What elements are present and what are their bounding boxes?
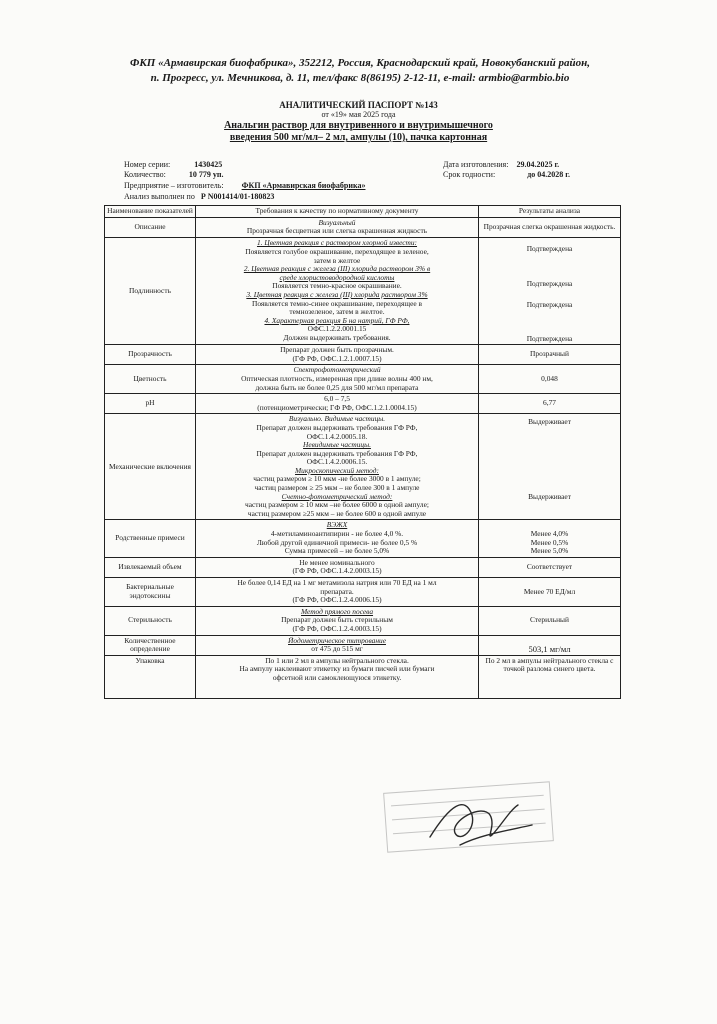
requirement-line: ОФС.1.4.2.0005.18. — [306, 431, 368, 441]
requirement-line: Метод прямого посева — [300, 606, 374, 616]
table-row-ph — [105, 394, 621, 414]
table-row-endotoxins — [105, 578, 621, 607]
table-row-transparency — [105, 345, 621, 365]
header-results: Результаты анализа — [479, 206, 621, 218]
result-line: Выдерживает — [528, 491, 571, 501]
manufacture-date-row — [443, 160, 559, 170]
requirement-line: Невидимые частицы. — [303, 440, 371, 450]
quantity-value: 10 779 уп. — [188, 170, 224, 179]
manufacture-date-value: 29.04.2025 г. — [516, 160, 560, 169]
table-row-mechanical-inclusions — [105, 414, 621, 520]
row-result — [479, 520, 621, 557]
requirement-line: Препарат должен выдерживать требования ГФ РФ, — [256, 448, 418, 458]
row-requirement — [196, 365, 479, 394]
row-requirement — [196, 345, 479, 365]
row-requirement — [196, 655, 479, 698]
analysis-label: Анализ выполнен по — [124, 192, 195, 201]
row-requirement — [196, 414, 479, 520]
series-label: Номер серии: — [124, 160, 171, 169]
row-requirement — [196, 578, 479, 607]
row-result: По 2 мл в ампулы нейтрального стекла с точкой разлома синего цвета. — [479, 655, 621, 698]
requirement-line: (ГФ РФ, ОФС.1.2.4.0006.15) — [292, 595, 382, 605]
row-name: Упаковка — [105, 655, 196, 698]
row-requirement — [196, 237, 479, 344]
row-name: Подлинность — [105, 237, 196, 344]
requirement-line: Микроскопический метод: — [295, 465, 379, 475]
requirement-line: Не менее номинального — [299, 557, 375, 567]
requirement-line: 4-метиламиноантипирин - не более 4,0 %. — [270, 529, 404, 539]
requirement-line: Появляется темно-синее окрашивание, переходящее в — [251, 298, 423, 308]
row-result: Соответствует — [479, 557, 621, 577]
row-requirement — [196, 635, 479, 655]
row-name: Бактериальные эндотоксины — [105, 578, 196, 607]
enterprise-value: ФКП «Армавирская биофабрика» — [241, 181, 366, 190]
row-result: 0,048 — [479, 365, 621, 394]
result-line: Менее 0,5% — [530, 537, 569, 547]
row-result — [479, 414, 621, 520]
row-name: Количественное определение — [105, 635, 196, 655]
result-line: Менее 4,0% — [530, 529, 569, 539]
requirement-line: Оптическая плотность, измеренная при длине волны 400 нм, — [241, 373, 433, 383]
row-name: Извлекаемый объем — [105, 557, 196, 577]
table-row-assay — [105, 635, 621, 655]
requirement-line: ОФС.1.2.2.0001.15 — [307, 324, 367, 334]
requirement-line: ОФС.1.4.2.0006.15. — [306, 457, 368, 467]
requirement-line: ВЭЖХ — [326, 520, 348, 530]
requirement-line: препарата. — [320, 586, 354, 596]
table-row-sterility — [105, 606, 621, 635]
document-title — [0, 100, 717, 144]
requirement-line: Должен выдерживать требования. — [283, 332, 391, 342]
row-result — [479, 237, 621, 344]
row-requirement — [196, 394, 479, 414]
row-result: 503,1 мг/мл — [479, 635, 621, 655]
requirement-line: 3. Цветная реакция с железа (III) хлорида раствором 3% — [246, 289, 428, 299]
requirement-line: Йодометрическое титрование — [288, 635, 386, 645]
series-row — [124, 160, 222, 170]
requirement-line: Прозрачная бесцветная или слегка окрашенная жидкость — [246, 226, 428, 236]
row-name: Описание — [105, 217, 196, 237]
row-name: Стерильность — [105, 606, 196, 635]
requirement-line: На ампулу наклеивают этикетку из бумаги писчей или бумаги — [239, 664, 435, 674]
row-requirement — [196, 557, 479, 577]
requirement-line: 1. Цветная реакция с раствором хлорной извести: — [256, 238, 418, 248]
requirement-line: (ГФ РФ, ОФС.1.2.4.0003.15) — [292, 623, 382, 633]
result-line: Выдерживает — [528, 417, 571, 427]
passport-date: от «19» мая 2025 года — [321, 110, 396, 119]
result-line: Подтверждена — [526, 279, 573, 289]
requirement-line: (ГФ РФ, ОФС.1.4.2.0003.15) — [292, 566, 382, 576]
enterprise-label: Предприятие – изготовитель: — [124, 181, 224, 190]
requirement-line: Любой другой единичной примеси- не более 0,5 % — [256, 537, 418, 547]
quantity-label: Количество: — [124, 170, 166, 179]
row-result: Прозрачный — [479, 345, 621, 365]
requirement-line: Появляется темно-красное окрашивание. — [272, 281, 402, 291]
table-header-row — [105, 206, 621, 218]
requirement-line: частиц размером ≥ 10 мкм -не более 3000 в 1 ампуле; — [253, 474, 421, 484]
enterprise-row — [124, 181, 365, 191]
table-row-color — [105, 365, 621, 394]
requirement-line: темнозеленое, затем в желтое. — [289, 307, 385, 317]
result-line: Подтверждена — [526, 243, 573, 253]
requirement-line: (потенциометрически; ГФ РФ, ОФС.1.2.1.0004.15) — [257, 402, 417, 412]
product-name-line-2: введения 500 мг/мл– 2 мл, ампулы (10), пачка картонная — [229, 132, 488, 143]
row-name: Прозрачность — [105, 345, 196, 365]
company-header-line-1: ФКП «Армавирская биофабрика», 352212, Россия, Краснодарский край, Новокубанский район, — [129, 57, 591, 69]
row-result: 6,77 — [479, 394, 621, 414]
requirement-line: Не более 0,14 ЕД на 1 мг метамизола натрия или 70 ЕД на 1 мл — [237, 578, 437, 587]
expiry-row — [443, 170, 570, 180]
table-row-description — [105, 217, 621, 237]
requirement-line: Счетно-фотометрический метод: — [281, 491, 393, 501]
table-row-identity — [105, 237, 621, 344]
quantity-row — [124, 170, 223, 180]
requirement-line: частиц размером ≥25 мкм – не более 600 в одной ампуле — [247, 508, 427, 518]
signature-mark — [420, 785, 540, 855]
requirement-line: Визуальный — [318, 217, 356, 227]
expiry-label: Срок годности: — [443, 170, 496, 179]
requirement-line: Спектрофотометрический — [293, 365, 381, 375]
requirement-line: Препарат должен выдерживать требования ГФ РФ, — [256, 422, 418, 432]
requirement-line: 2. Цветная реакция с железа (III) хлорида раствором 3% в — [243, 264, 431, 274]
requirement-line: Появляется голубое окрашивание, переходящее в зеленое, — [245, 247, 429, 256]
table-row-extractable-volume — [105, 557, 621, 577]
result-line: Менее 5,0% — [530, 546, 569, 556]
requirement-line: Препарат должен быть прозрачным. — [280, 345, 394, 355]
row-result: Менее 70 ЕД/мл — [479, 578, 621, 607]
requirement-line: Препарат должен быть стерильным — [281, 615, 393, 625]
expiry-value: до 04.2028 г. — [527, 170, 570, 179]
row-result: Стерильный — [479, 606, 621, 635]
analysis-table — [104, 205, 621, 699]
row-name: Цветность — [105, 365, 196, 394]
analysis-value: Р N001414/01-180823 — [200, 192, 275, 201]
manufacture-date-label: Дата изготовления: — [443, 160, 509, 169]
requirement-line: должна быть не более 0,25 для 500 мг/мл препарата — [255, 382, 419, 392]
table-row-packaging — [105, 655, 621, 698]
company-header — [30, 56, 690, 86]
requirement-line: Визуально. Видимые частицы. — [288, 414, 386, 424]
requirement-line: 6,0 – 7,5 — [324, 394, 350, 404]
company-header-line-2: п. Прогресс, ул. Мечникова, д. 11, тел/факс 8(86195) 2-12-11, e-mail: armbio@armbio.bio — [150, 72, 570, 84]
analysis-row — [124, 192, 274, 202]
requirement-line: (ГФ РФ, ОФС.1.2.1.0007.15) — [292, 353, 382, 363]
row-name: pH — [105, 394, 196, 414]
requirement-line: от 475 до 515 мг — [311, 644, 363, 654]
requirement-line: частиц размером ≥ 10 мкм –не более 6000 в одной ампуле; — [245, 500, 429, 510]
product-name-line-1: Анальгин раствор для внутривенного и внутримышечного — [224, 120, 493, 131]
header-requirements: Требования к качеству по нормативному документу — [196, 206, 479, 218]
requirement-line: среде хлористоводородной кислоты — [279, 272, 395, 282]
requirement-line: Сумма примесей – не более 5,0% — [284, 546, 390, 556]
row-requirement — [196, 217, 479, 237]
header-indicator: Наименование показателей — [105, 206, 196, 218]
table-row-related-impurities — [105, 520, 621, 557]
requirement-line: офсетной или самоклеющуюся этикетку. — [272, 672, 402, 682]
result-line: Подтверждена — [526, 299, 573, 309]
series-value: 1430425 — [194, 160, 223, 169]
row-requirement — [196, 520, 479, 557]
row-name: Механические включения — [105, 414, 196, 520]
requirement-line: затем в желтое — [313, 255, 361, 265]
row-requirement — [196, 606, 479, 635]
requirement-line: 4. Характерная реакция Б на натрий, ГФ РФ, — [264, 315, 410, 325]
requirement-line: По 1 или 2 мл в ампулы нейтрального стекла. — [265, 655, 409, 665]
row-result: Прозрачная слегка окрашенная жидкость. — [479, 217, 621, 237]
row-name: Родственные примеси — [105, 520, 196, 557]
requirement-line: частиц размером ≥ 25 мкм – не более 300 в 1 ампуле — [254, 483, 420, 493]
passport-number: АНАЛИТИЧЕСКИЙ ПАСПОРТ №143 — [279, 100, 438, 110]
result-line: Подтверждена — [526, 333, 573, 343]
